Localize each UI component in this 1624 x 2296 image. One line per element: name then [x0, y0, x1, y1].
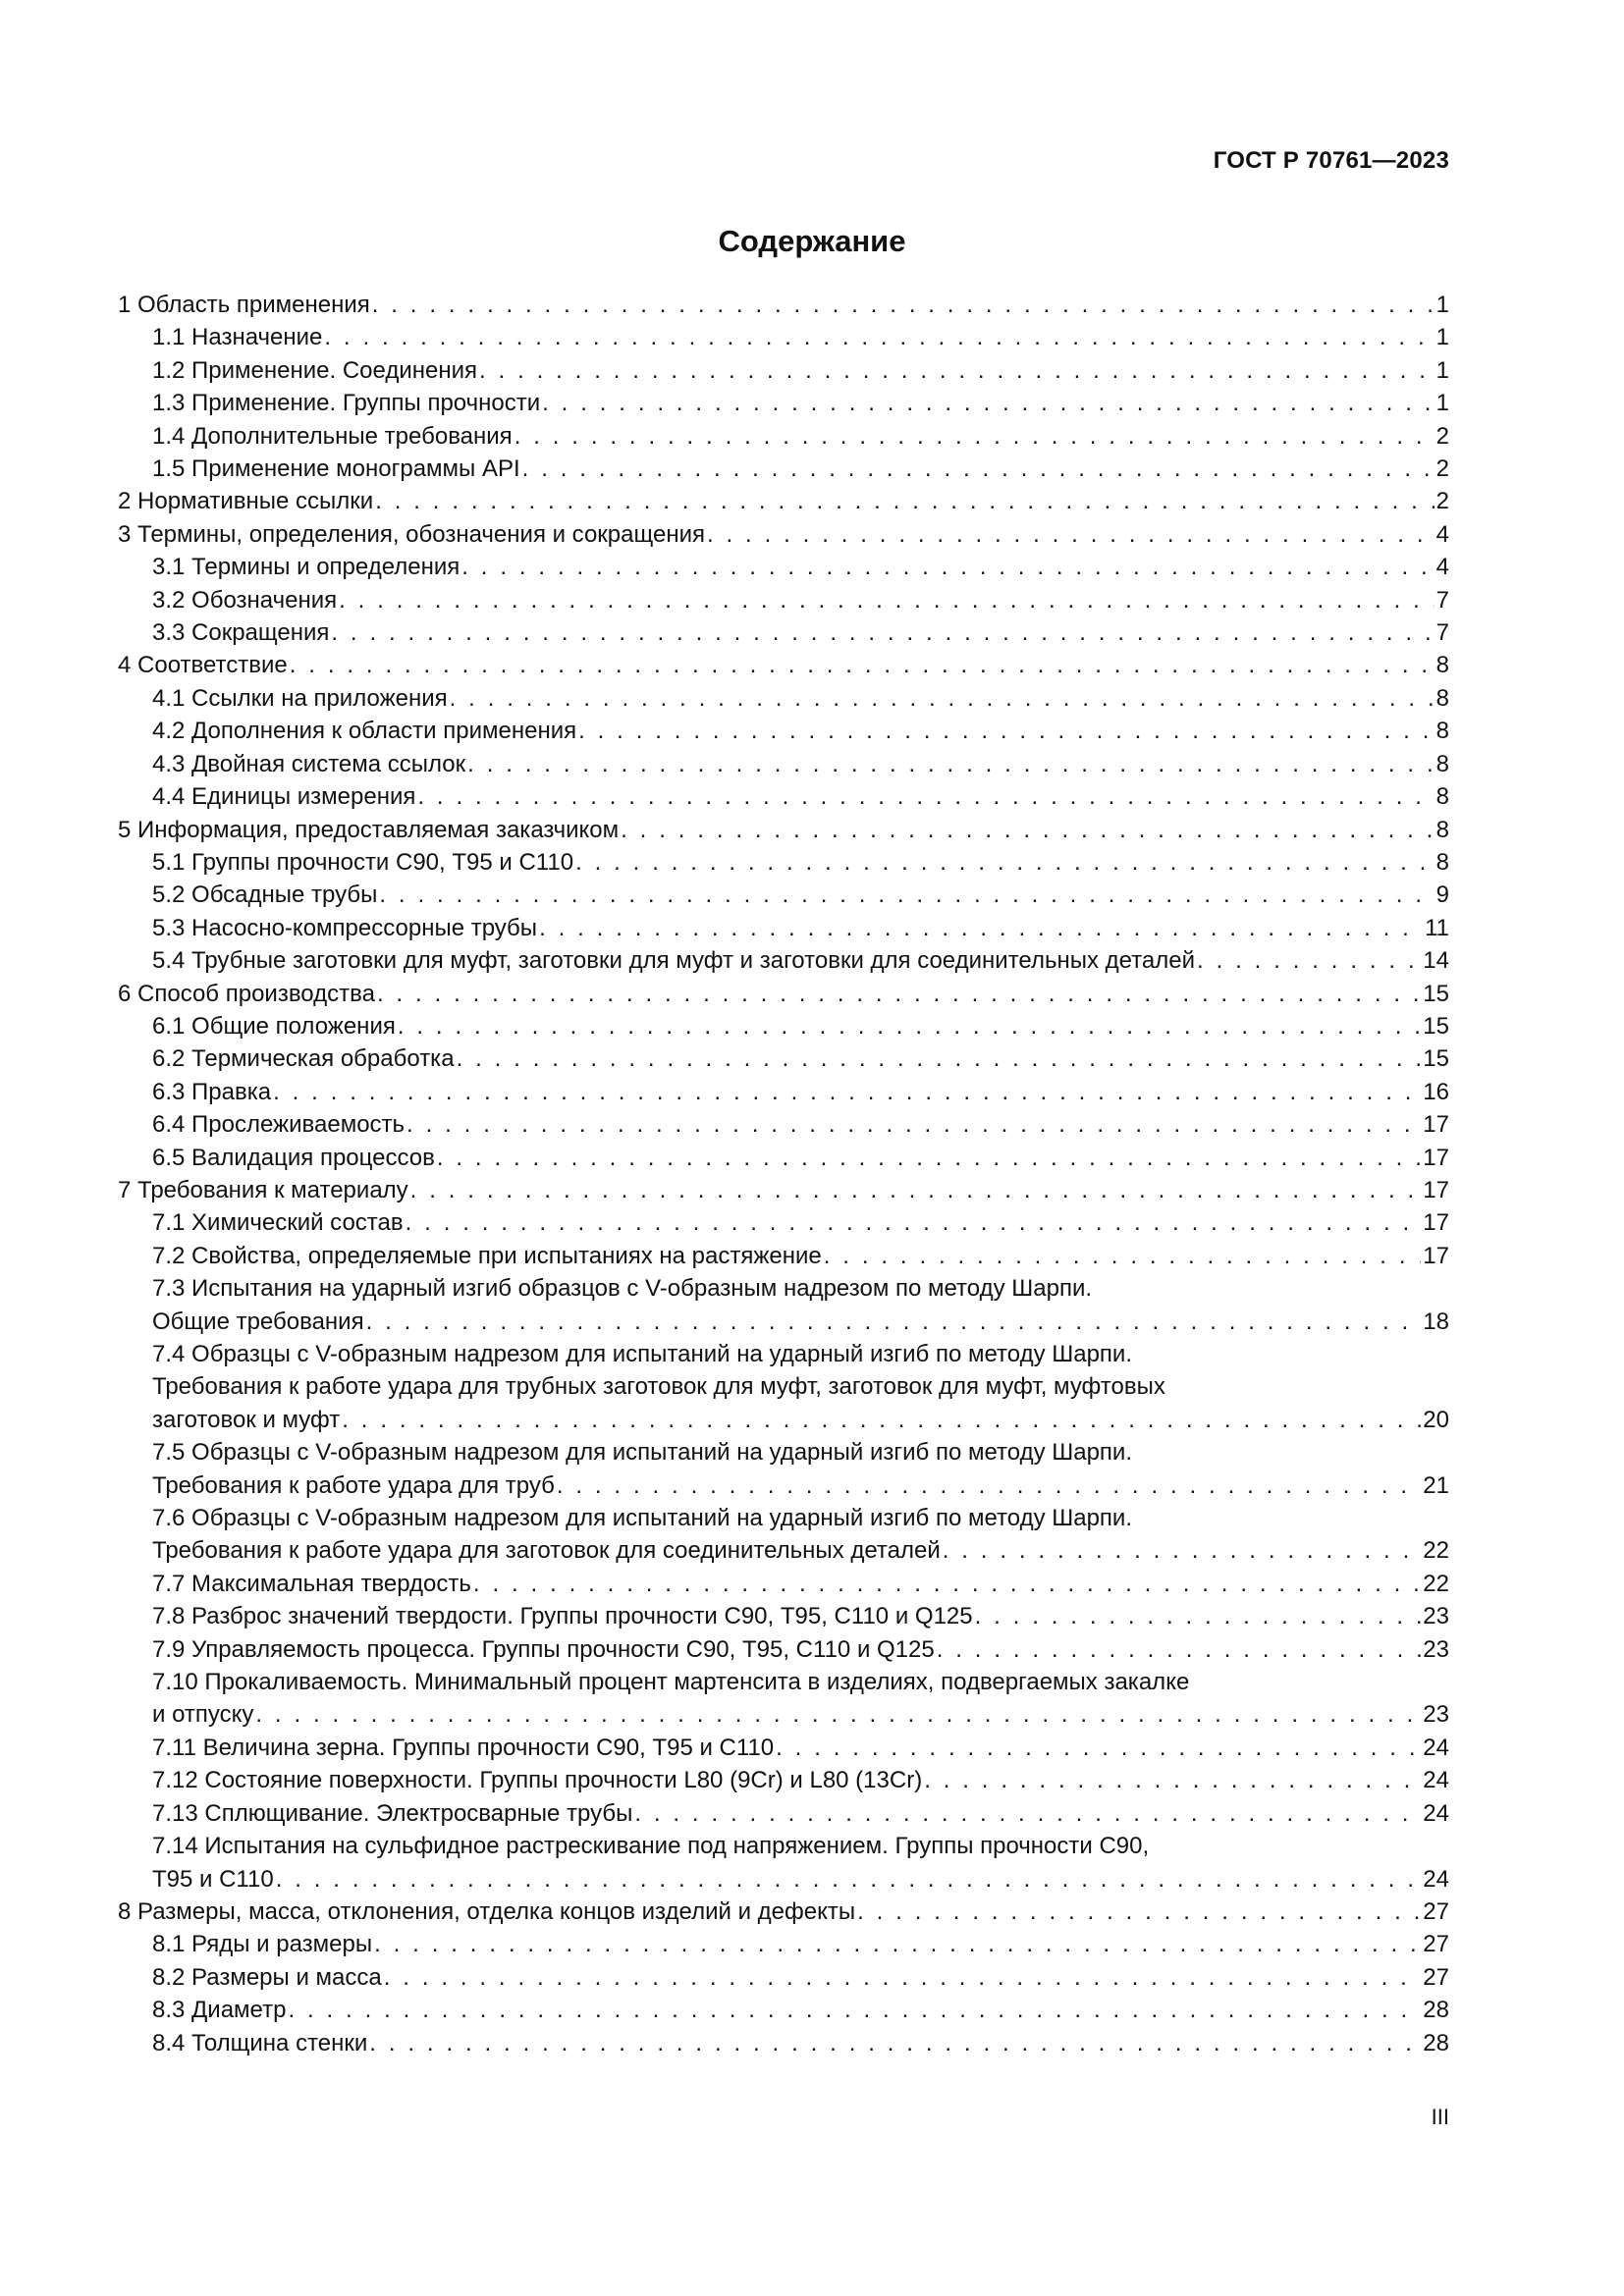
toc-dot-leader [366, 1306, 1422, 1338]
toc-entry-label: 5.2 Обсадные трубы [152, 881, 378, 909]
toc-entry-row [152, 1863, 1449, 1896]
toc-dot-leader [398, 1010, 1421, 1042]
toc-dot-leader [479, 354, 1435, 387]
toc-entry-row [152, 453, 1449, 485]
toc-entry-page: 8 [1435, 718, 1449, 745]
toc-entry-page: 15 [1423, 1012, 1449, 1040]
toc-entry-label: 1.5 Применение монограммы API [152, 455, 520, 483]
toc-entry [118, 1764, 1449, 1796]
toc-entry-page: 17 [1423, 1111, 1449, 1139]
toc-entry-label: 4 Соответствие [118, 652, 288, 679]
toc-entry-row [152, 682, 1449, 715]
toc-dot-leader [557, 1469, 1421, 1502]
toc-entry [118, 1042, 1449, 1075]
toc-entry-text-line: 7.14 Испытания на сульфидное растрескивание под напряжением. Группы прочности С90, [152, 1833, 1150, 1860]
toc-entry [118, 1142, 1449, 1174]
toc-entry-page: 4 [1435, 554, 1449, 581]
toc-entry [118, 1568, 1449, 1600]
toc-dot-leader [514, 420, 1435, 453]
toc-entry-text-line: 7.3 Испытания на ударный изгиб образцов с V-образным надрезом по методу Шарпи. [152, 1275, 1093, 1303]
toc-entry-row [152, 1994, 1449, 2026]
toc-entry-row [152, 1633, 1449, 1666]
toc-entry-page: 24 [1423, 1734, 1449, 1761]
toc-dot-leader [542, 387, 1435, 419]
toc-entry-page: 2 [1435, 455, 1449, 483]
toc-dot-leader [410, 1174, 1422, 1206]
toc-entry-page: 11 [1425, 914, 1449, 941]
toc-entry-label: 8.1 Ряды и размеры [152, 1931, 373, 1958]
toc-entry-label: 7.8 Разброс значений твердости. Группы прочности С90, Т95, С110 и Q125 [152, 1603, 973, 1630]
toc-entry-page: 1 [1435, 390, 1449, 417]
toc-entry-page: 22 [1423, 1537, 1449, 1565]
toc-entry-row [118, 1896, 1449, 1928]
toc-entry-row [152, 1797, 1449, 1830]
toc-entry [118, 879, 1449, 911]
toc-dot-leader [473, 1568, 1421, 1600]
toc-entry [118, 1108, 1449, 1141]
toc-entry-page: 2 [1435, 488, 1449, 515]
toc-entry [118, 616, 1449, 649]
toc-dot-leader [290, 649, 1435, 681]
toc-dot-leader [634, 1797, 1421, 1830]
toc-entry-page: 24 [1423, 1799, 1449, 1827]
toc-dot-leader [372, 289, 1435, 321]
toc-entry-row [152, 1206, 1449, 1239]
toc-entry-label: 1.3 Применение. Группы прочности [152, 390, 541, 417]
toc-entry [118, 453, 1449, 485]
toc-entry-row [152, 1108, 1449, 1141]
toc-entry-label: 7.12 Состояние поверхности. Группы прочности L80 (9Cr) и L80 (13Cr) [152, 1767, 923, 1794]
toc-entry-label: 3.2 Обозначения [152, 586, 338, 614]
toc-dot-leader [339, 584, 1435, 616]
toc-dot-leader [943, 1534, 1422, 1567]
toc-entry-label: 7.7 Максимальная твердость [152, 1570, 471, 1597]
toc-entry-label: 3 Термины, определения, обозначения и сокращения [118, 520, 705, 548]
toc-entry-row [152, 846, 1449, 879]
toc-entry-row [152, 1076, 1449, 1108]
toc-entry-label: 4.4 Единицы измерения [152, 783, 416, 811]
toc-entry-text-line: 7.6 Образцы с V-образным надрезом для испытаний на ударный изгиб по методу Шарпи. [152, 1505, 1133, 1532]
toc-entry-label: 7.9 Управляемость процесса. Группы прочности С90, Т95, С110 и Q125 [152, 1635, 935, 1663]
toc-dot-leader [369, 2027, 1421, 2059]
toc-entry-label: 6.2 Термическая обработка [152, 1045, 455, 1073]
toc-entry [118, 1994, 1449, 2026]
document-code: ГОСТ Р 70761—2023 [1213, 147, 1449, 174]
toc-entry [118, 1338, 1449, 1436]
toc-entry-row [152, 1732, 1449, 1764]
toc-entry-text-line: 7.10 Прокаливаемость. Минимальный процент мартенсита в изделиях, подвергаемых закалке [152, 1669, 1190, 1696]
toc-entry [118, 1240, 1449, 1272]
toc-entry-label: 7 Требования к материалу [118, 1176, 408, 1203]
toc-dot-leader [776, 1732, 1421, 1764]
toc-dot-leader [377, 978, 1421, 1010]
toc-entry-row [152, 354, 1449, 387]
toc-entry [118, 485, 1449, 517]
toc-entry [118, 1732, 1449, 1764]
toc-entry-label: Общие требования [152, 1308, 364, 1335]
toc-entry-row [118, 649, 1449, 681]
toc-entry [118, 978, 1449, 1010]
toc-entry-label: 8.4 Толщина стенки [152, 2029, 368, 2056]
toc-dot-leader [406, 1108, 1421, 1141]
toc-entry-page: 15 [1423, 1045, 1449, 1073]
toc-dot-leader [707, 518, 1435, 551]
toc-entry-row [152, 1042, 1449, 1075]
toc-entry-row [152, 1142, 1449, 1174]
toc-entry-page: 22 [1423, 1570, 1449, 1597]
toc-dot-leader [406, 1206, 1422, 1239]
toc-entry-row [118, 518, 1449, 551]
toc-entry [118, 1272, 1449, 1338]
toc-entry-row [118, 289, 1449, 321]
toc-entry [118, 1830, 1449, 1896]
toc-entry-label: 7.1 Химический состав [152, 1209, 404, 1237]
toc-entry-label: 6.4 Прослеживаемость [152, 1111, 406, 1139]
toc-entry [118, 1666, 1449, 1732]
page-number: III [1431, 2105, 1449, 2129]
toc-title: Содержание [718, 224, 906, 258]
toc-dot-leader [457, 1042, 1422, 1075]
toc-entry [118, 2027, 1449, 2059]
toc-entry-row [152, 1534, 1449, 1567]
toc-entry-row [152, 944, 1449, 977]
toc-entry-page: 8 [1435, 684, 1449, 712]
toc-entry-row [152, 1240, 1449, 1272]
toc-entry-row [118, 978, 1449, 1010]
toc-dot-leader [621, 814, 1435, 846]
toc-entry-row [152, 912, 1449, 944]
toc-entry [118, 387, 1449, 419]
toc-entry-page: 1 [1435, 292, 1449, 318]
toc-entry-text-line: 7.5 Образцы с V-образным надрезом для испытаний на ударный изгиб по методу Шарпи. [152, 1439, 1133, 1467]
toc-dot-leader [924, 1764, 1421, 1796]
toc-entry-page: 27 [1423, 1963, 1449, 1991]
toc-entry [118, 584, 1449, 616]
toc-entry-row [152, 616, 1449, 649]
toc-entry [118, 1502, 1449, 1568]
toc-dot-leader [578, 715, 1435, 747]
toc-entry-row [152, 1600, 1449, 1632]
toc-entry [118, 551, 1449, 583]
toc-entry [118, 420, 1449, 453]
toc-entry-label: 7.2 Свойства, определяемые при испытаниях на растяжение [152, 1242, 822, 1269]
toc-dot-leader [379, 879, 1434, 911]
toc-entry-row [118, 1174, 1449, 1206]
toc-entry-label: 1.1 Назначение [152, 324, 323, 351]
toc-dot-leader [937, 1633, 1422, 1666]
toc-entry-page: 17 [1423, 1242, 1449, 1269]
toc-dot-leader [288, 1994, 1421, 2026]
toc-entry [118, 780, 1449, 813]
toc-entry-label: 1.2 Применение. Соединения [152, 356, 477, 384]
toc-entry-row [152, 2027, 1449, 2059]
toc-entry-row [152, 1568, 1449, 1600]
toc-entry-label: 2 Нормативные ссылки [118, 488, 374, 515]
toc-entry-row [152, 1698, 1449, 1731]
toc-entry-label: 7.13 Сплющивание. Электросварные трубы [152, 1799, 633, 1827]
toc-entry-row [152, 780, 1449, 813]
toc-entry-text-line: Требования к работе удара для трубных заготовок для муфт, заготовок для муфт, муфтовых [152, 1373, 1165, 1401]
toc-entry-label: 5.1 Группы прочности С90, Т95 и С110 [152, 848, 574, 876]
toc-entry-page: 14 [1423, 947, 1449, 975]
toc-entry-row [152, 715, 1449, 747]
toc-dot-leader [450, 682, 1435, 715]
toc-entry-label: 6 Способ производства [118, 980, 375, 1007]
toc-entry-page: 2 [1435, 422, 1449, 450]
toc-entry-row [152, 1306, 1449, 1338]
toc-entry-page: 21 [1423, 1471, 1449, 1499]
toc-entry-page: 1 [1435, 324, 1449, 351]
toc-entry [118, 748, 1449, 780]
toc-entry-text-line: 7.4 Образцы с V-образным надрезом для испытаний на ударный изгиб по методу Шарпи. [152, 1341, 1133, 1367]
toc-entry-row [152, 748, 1449, 780]
toc-entry [118, 649, 1449, 681]
toc-dot-leader [384, 1961, 1422, 1994]
toc-entry [118, 814, 1449, 846]
toc-entry-row [152, 420, 1449, 453]
toc-dot-leader [417, 780, 1434, 813]
toc-entry [118, 1206, 1449, 1239]
toc-entry-label: 8 Размеры, масса, отклонения, отделка концов изделий и дефекты [118, 1897, 856, 1925]
toc-entry-page: 24 [1423, 1865, 1449, 1893]
toc-entry [118, 682, 1449, 715]
toc-entry-label: 4.3 Двойная система ссылок [152, 750, 466, 777]
toc-entry-page: 8 [1435, 652, 1449, 679]
toc-dot-leader [375, 485, 1434, 517]
toc-entry-label: 6.1 Общие положения [152, 1012, 396, 1040]
toc-dot-leader [575, 846, 1435, 879]
toc-entry [118, 1961, 1449, 1994]
toc-entry-page: 18 [1423, 1308, 1449, 1335]
toc-entry-page: 8 [1435, 750, 1449, 777]
toc-entry-label: 1 Область применения [118, 292, 370, 318]
toc-dot-leader [539, 912, 1423, 944]
toc-entry-page: 15 [1423, 980, 1449, 1007]
toc-entry-page: 27 [1423, 1897, 1449, 1925]
toc-dot-leader [824, 1240, 1422, 1272]
toc-dot-leader [522, 453, 1435, 485]
toc-entry-page: 17 [1423, 1176, 1449, 1203]
toc-entry-label: 8.3 Диаметр [152, 1997, 287, 2024]
toc-entry-page: 17 [1423, 1144, 1449, 1171]
toc-entry-label: заготовок и муфт [152, 1406, 341, 1433]
toc-entry-page: 16 [1423, 1078, 1449, 1105]
toc-dot-leader [374, 1928, 1421, 1960]
toc-entry-row [152, 1961, 1449, 1994]
toc-entry-row [152, 1010, 1449, 1042]
toc-entry-page: 8 [1435, 816, 1449, 843]
toc-dot-leader [273, 1076, 1421, 1108]
toc-entry [118, 518, 1449, 551]
toc-entry [118, 1600, 1449, 1632]
toc-entry-page: 23 [1423, 1635, 1449, 1663]
toc-entry-label: 1.4 Дополнительные требования [152, 422, 513, 450]
toc-dot-leader [437, 1142, 1421, 1174]
toc-entry-label: и отпуску [152, 1701, 254, 1729]
toc-entry-label: 5.4 Трубные заготовки для муфт, заготовки для муфт и заготовки для соединительных деталей [152, 947, 1196, 975]
toc-entry-row [118, 485, 1449, 517]
toc-dot-leader [857, 1896, 1421, 1928]
toc-dot-leader [461, 551, 1434, 583]
toc-entry-label: 4.2 Дополнения к области применения [152, 718, 577, 745]
toc-entry-page: 9 [1435, 881, 1449, 909]
toc-entry-page: 8 [1435, 848, 1449, 876]
toc-entry-label: 5.3 Насосно-компрессорные трубы [152, 914, 538, 941]
toc-dot-leader [467, 748, 1434, 780]
toc-entry-row [152, 584, 1449, 616]
toc-entry-label: 6.5 Валидация процессов [152, 1144, 435, 1171]
toc-entry [118, 1797, 1449, 1830]
toc-entry-page: 28 [1423, 2029, 1449, 2056]
toc-entry-page: 23 [1423, 1603, 1449, 1630]
table-of-contents [118, 289, 1449, 2059]
toc-entry-page: 4 [1435, 520, 1449, 548]
toc-entry-row [152, 551, 1449, 583]
toc-entry [118, 1436, 1449, 1502]
toc-dot-leader [342, 1404, 1421, 1436]
toc-entry-page: 17 [1423, 1209, 1449, 1237]
toc-entry-label: 7.11 Величина зерна. Группы прочности С90, Т95 и С110 [152, 1734, 775, 1761]
toc-entry-row [152, 1404, 1449, 1436]
toc-entry [118, 1928, 1449, 1960]
toc-dot-leader [331, 616, 1434, 649]
toc-entry-label: 4.1 Ссылки на приложения [152, 684, 448, 712]
toc-entry-row [118, 814, 1449, 846]
toc-entry-page: 27 [1423, 1931, 1449, 1958]
toc-entry-label: 6.3 Правка [152, 1078, 272, 1105]
toc-entry-label: 3.3 Сокращения [152, 619, 330, 647]
toc-entry [118, 944, 1449, 977]
toc-entry-page: 7 [1435, 619, 1449, 647]
toc-entry-row [152, 1928, 1449, 1960]
toc-entry [118, 354, 1449, 387]
toc-entry [118, 1633, 1449, 1666]
toc-entry-row [152, 321, 1449, 353]
toc-entry [118, 321, 1449, 353]
toc-dot-leader [1197, 944, 1421, 977]
toc-entry [118, 1896, 1449, 1928]
toc-entry-page: 20 [1423, 1406, 1449, 1433]
toc-entry [118, 1010, 1449, 1042]
toc-entry-row [152, 1469, 1449, 1502]
toc-entry-row [152, 1764, 1449, 1796]
toc-entry-label: Требования к работе удара для заготовок для соединительных деталей [152, 1537, 941, 1565]
toc-entry-label: Требования к работе удара для труб [152, 1471, 555, 1499]
toc-entry-page: 23 [1423, 1701, 1449, 1729]
toc-entry [118, 289, 1449, 321]
toc-entry-label: 3.1 Термины и определения [152, 554, 460, 581]
toc-entry [118, 1076, 1449, 1108]
toc-entry-label: Т95 и С110 [152, 1865, 274, 1893]
toc-entry-page: 7 [1435, 586, 1449, 614]
toc-dot-leader [276, 1863, 1422, 1896]
toc-entry-row [152, 879, 1449, 911]
toc-entry-page: 28 [1423, 1997, 1449, 2024]
toc-dot-leader [975, 1600, 1422, 1632]
toc-entry [118, 715, 1449, 747]
toc-entry [118, 912, 1449, 944]
toc-dot-leader [324, 321, 1434, 353]
toc-entry [118, 846, 1449, 879]
toc-entry-label: 8.2 Размеры и масса [152, 1963, 382, 1991]
toc-entry-page: 8 [1435, 783, 1449, 811]
toc-entry-label: 5 Информация, предоставляемая заказчиком [118, 816, 620, 843]
toc-entry-row [152, 387, 1449, 419]
toc-entry-page: 24 [1423, 1767, 1449, 1794]
toc-entry-page: 1 [1435, 356, 1449, 384]
toc-entry [118, 1174, 1449, 1206]
toc-dot-leader [255, 1698, 1421, 1731]
